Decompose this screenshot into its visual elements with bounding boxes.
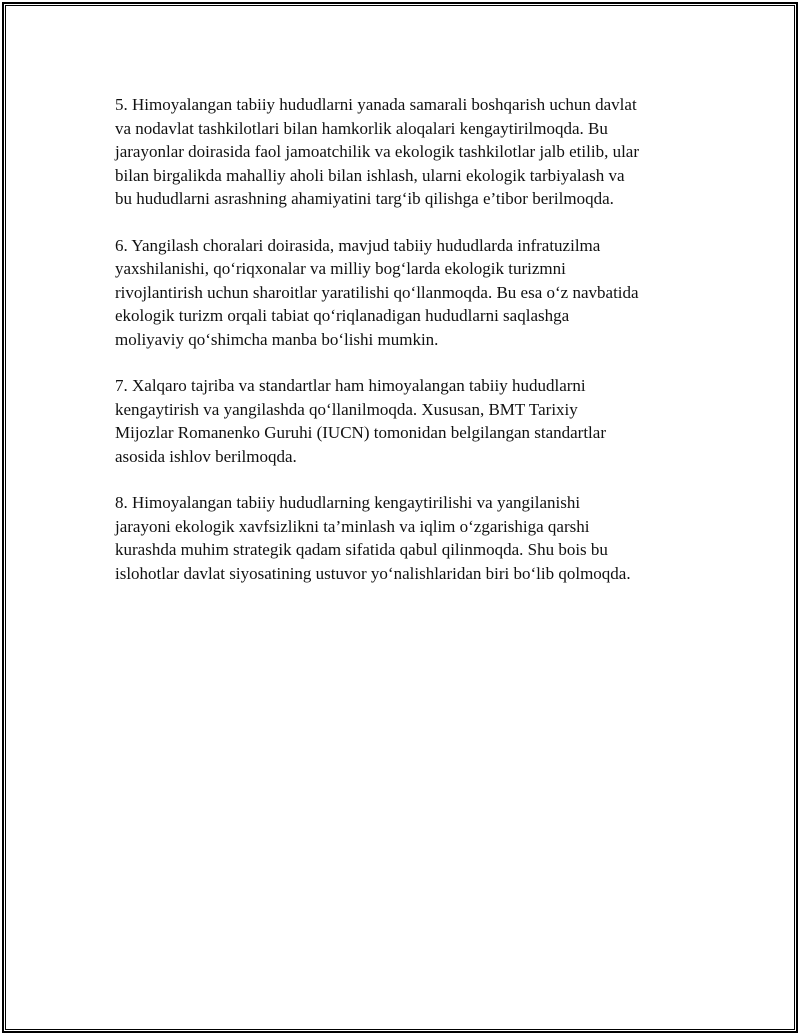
paragraph-8 xyxy=(115,491,695,585)
text-line: islohotlar davlat siyosatining ustuvor yo‘nalishlaridan biri bo‘lib qolmoqda. xyxy=(115,563,631,583)
text-line: kurashda muhim strategik qadam sifatida qabul qilinmoqda. Shu bois bu xyxy=(115,540,608,559)
text-line: va nodavlat tashkilotlari bilan hamkorlik aloqalari kengaytirilmoqda. Bu xyxy=(115,118,608,138)
text-line: moliyaviy qo‘shimcha manba bo‘lishi mumkin. xyxy=(115,329,439,349)
paragraph-5 xyxy=(115,93,695,211)
text-line: 6. Yangilash choralari doirasida, mavjud tabiiy hududlarda infratuzilma xyxy=(115,235,601,255)
text-line: asosida ishlov berilmoqda. xyxy=(115,446,297,466)
document-body xyxy=(115,93,695,608)
paragraph-7 xyxy=(115,374,695,468)
text-line: bilan birgalikda mahalliy aholi bilan ishlash, ularni ekologik tarbiyalash va xyxy=(115,165,625,185)
text-line: yaxshilanishi, qo‘riqxonalar va milliy bog‘larda ekologik turizmni xyxy=(115,259,566,278)
text-line: ekologik turizm orqali tabiat qo‘riqlanadigan hududlarni saqlashga xyxy=(115,306,570,325)
text-line: jarayonlar doirasida faol jamoatchilik va ekologik tashkilotlar jalb etilib, ular xyxy=(115,142,640,161)
text-line: 7. Xalqaro tajriba va standartlar ham himoyalangan tabiiy hududlarni xyxy=(115,376,586,395)
text-line: jarayoni ekologik xavfsizlikni ta’minlash va iqlim o‘zgarishiga qarshi xyxy=(115,516,590,536)
text-line: kengaytirish va yangilashda qo‘llanilmoqda. Xususan, BMT Tarixiy xyxy=(115,399,578,419)
text-line: 8. Himoyalangan tabiiy hududlarning kengaytirilishi va yangilanishi xyxy=(115,493,581,512)
paragraph-6 xyxy=(115,234,695,352)
text-line: bu hududlarni asrashning ahamiyatini targ‘ib qilishga e’tibor berilmoqda. xyxy=(115,189,614,208)
text-line: Mijozlar Romanenko Guruhi (IUCN) tomonidan belgilangan standartlar xyxy=(115,423,606,442)
text-line: rivojlantirish uchun sharoitlar yaratilishi qo‘llanmoqda. Bu esa o‘z navbatida xyxy=(115,282,639,302)
text-line: 5. Himoyalangan tabiiy hududlarni yanada samarali boshqarish uchun davlat xyxy=(115,95,637,114)
